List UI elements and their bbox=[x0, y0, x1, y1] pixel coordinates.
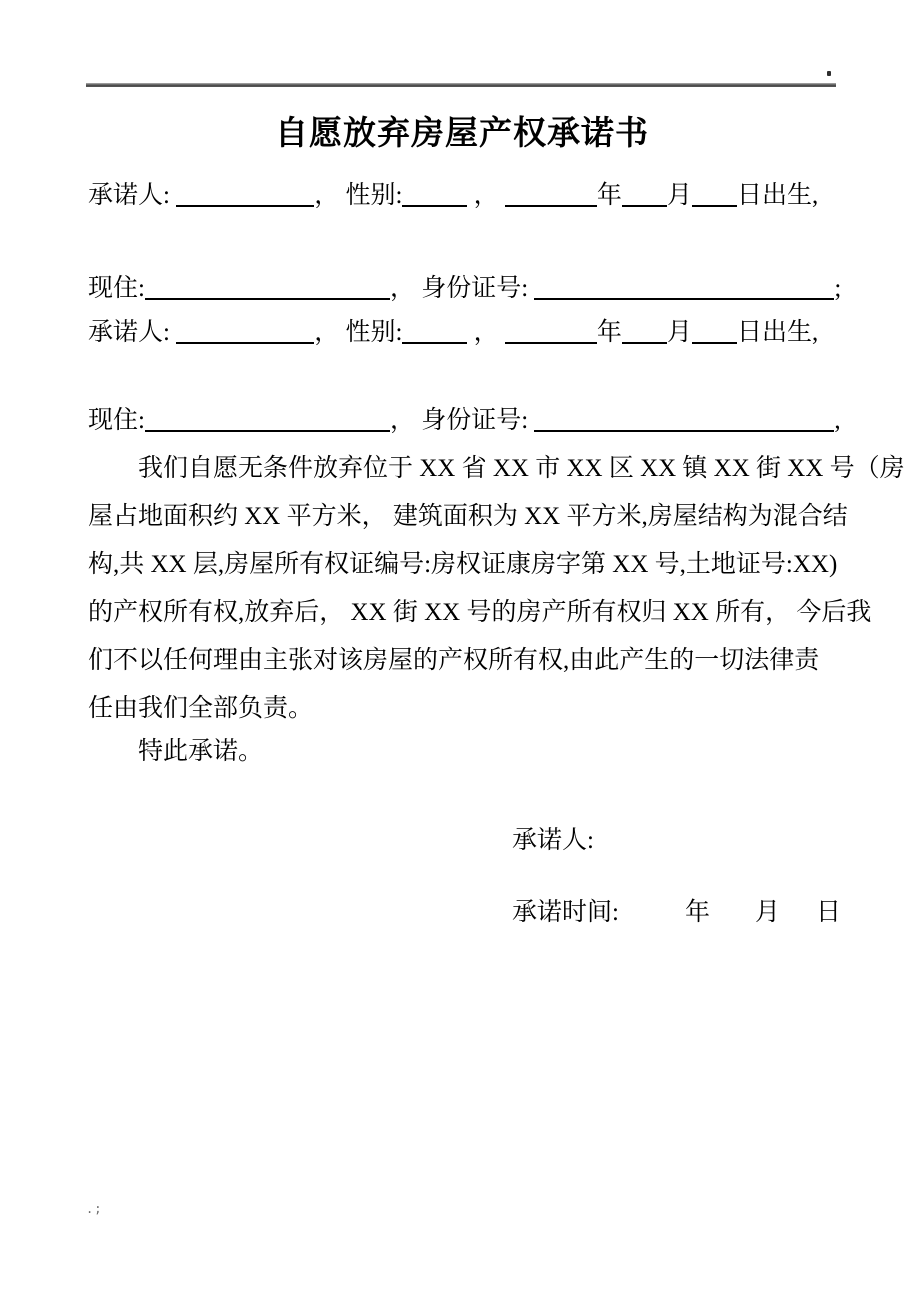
fill-in-blank bbox=[176, 342, 314, 344]
spacer bbox=[710, 919, 755, 920]
header-rule bbox=[86, 83, 836, 87]
paragraph-line: 构,共 XX 层,房屋所有权证编号:房权证康房字第 XX 号,土地证号:XX) bbox=[88, 551, 838, 578]
text-run: 月 bbox=[666, 319, 692, 346]
paragraph-line: 我们自愿无条件放弃位于 XX 省 XX 市 XX 区 XX 镇 XX 街 XX 号（房 bbox=[138, 455, 905, 482]
text-run: ， 性别: bbox=[314, 319, 403, 346]
paragraph-line: 屋占地面积约 XX 平方米， 建筑面积为 XX 平方米,房屋结构为混合结 bbox=[88, 503, 848, 530]
fill-in-blank bbox=[145, 430, 390, 432]
text-run: 日出生, bbox=[736, 319, 819, 346]
text-run: ; bbox=[834, 275, 842, 302]
text-run: ， bbox=[467, 182, 505, 209]
fill-in-blank bbox=[534, 298, 834, 300]
text-run: 现住: bbox=[88, 275, 145, 302]
fill-in-blank bbox=[176, 205, 314, 207]
text-run: , bbox=[834, 407, 841, 434]
fill-in-blank bbox=[622, 205, 667, 207]
fill-in-blank bbox=[505, 342, 597, 344]
paragraph-line: 的产权所有权,放弃后， XX 街 XX 号的房产所有权归 XX 所有， 今后我 bbox=[88, 599, 872, 626]
promisor-2-line bbox=[88, 309, 858, 357]
text-run: ， 身份证号: bbox=[389, 407, 535, 434]
fill-in-blank bbox=[402, 342, 467, 344]
fill-in-blank bbox=[692, 205, 737, 207]
address-1-line bbox=[88, 265, 858, 313]
paragraph-line: 们不以任何理由主张对该房屋的产权所有权,由此产生的一切法律责 bbox=[88, 647, 820, 674]
text-run: ， bbox=[467, 319, 505, 346]
fill-in-blank bbox=[534, 430, 834, 432]
stray-dot-mark bbox=[827, 71, 831, 76]
text-run: 年 bbox=[684, 899, 710, 926]
fill-in-blank bbox=[402, 205, 467, 207]
address-2-line bbox=[88, 397, 858, 445]
text-run: 现住: bbox=[88, 407, 145, 434]
fill-in-blank bbox=[692, 342, 737, 344]
promisor-1-line bbox=[88, 172, 858, 220]
spacer bbox=[780, 919, 816, 920]
spacer bbox=[619, 919, 685, 920]
paragraph-line: 任由我们全部负责。 bbox=[88, 695, 314, 722]
text-run: 日出生, bbox=[736, 182, 819, 209]
text-run: ， 性别: bbox=[314, 182, 403, 209]
text-run: 年 bbox=[596, 319, 622, 346]
text-run: 月 bbox=[666, 182, 692, 209]
text-run: 承诺人: bbox=[88, 319, 177, 346]
text-run: 承诺时间: bbox=[512, 899, 619, 926]
text-run: 承诺人: bbox=[88, 182, 177, 209]
document-title: 自愿放弃房屋产权承诺书 bbox=[275, 114, 649, 151]
signature-date-line bbox=[512, 889, 841, 937]
signature-name-label: 承诺人: bbox=[512, 827, 594, 854]
fill-in-blank bbox=[622, 342, 667, 344]
text-run: 月 bbox=[754, 899, 780, 926]
closing-line: 特此承诺。 bbox=[138, 738, 264, 765]
text-run: 日 bbox=[815, 899, 841, 926]
fill-in-blank bbox=[505, 205, 597, 207]
text-run: ， 身份证号: bbox=[389, 275, 535, 302]
text-run: 年 bbox=[596, 182, 622, 209]
fill-in-blank bbox=[145, 298, 390, 300]
footer-mark: .; bbox=[86, 1202, 103, 1216]
